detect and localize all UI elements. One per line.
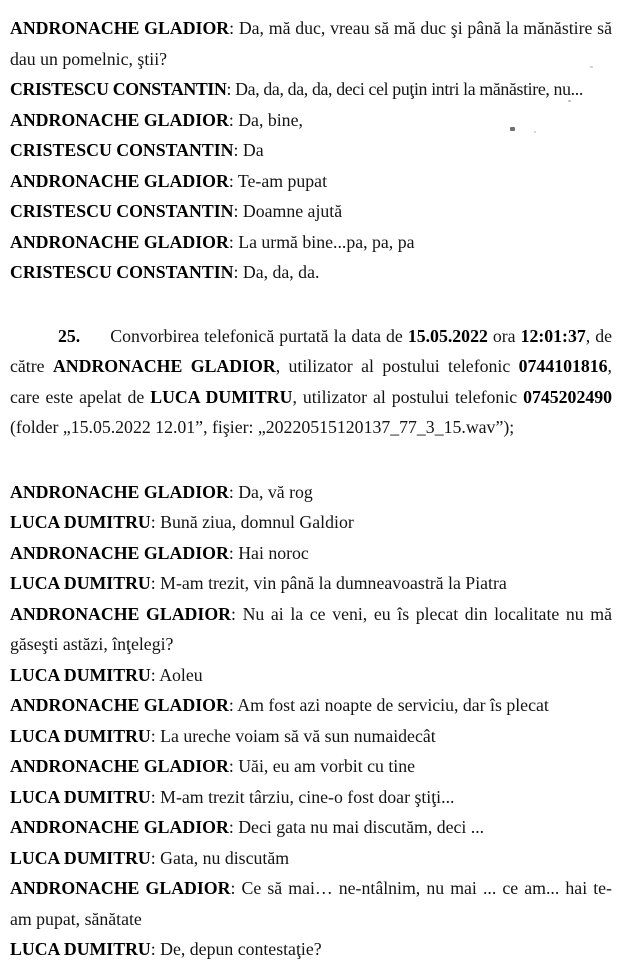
speaker-name: ANDRONACHE GLADIOR <box>10 817 229 837</box>
conversation-1-transcript <box>10 13 612 288</box>
speaker-separator: : <box>233 201 243 221</box>
speaker-separator: : <box>226 79 236 99</box>
recording-file-reference: (folder „15.05.2022 12.01”, fişier: „20220515120137_77_3_15.wav”); <box>10 417 515 437</box>
paragraph-number: 25. <box>58 325 81 346</box>
utterance-text: Am fost azi noapte de serviciu, dar îs plecat <box>237 695 549 715</box>
dialogue-line <box>10 227 612 258</box>
utterance-text: Gata, nu discutăm <box>160 847 290 868</box>
utterance-text: Da, da, da, da, deci cel puţin intri la mănăstire, nu... <box>235 79 583 99</box>
conversation-2-transcript <box>10 477 612 962</box>
speaker-name: ANDRONACHE GLADIOR <box>10 542 229 563</box>
speaker-name: ANDRONACHE GLADIOR <box>10 756 229 776</box>
dialogue-line <box>10 74 612 105</box>
speaker-name: ANDRONACHE GLADIOR <box>10 695 229 715</box>
speaker-name: LUCA DUMITRU <box>10 786 151 807</box>
scan-noise-speck <box>534 131 536 133</box>
speaker-name: ANDRONACHE GLADIOR <box>10 18 230 38</box>
utterance-text: Da <box>242 140 264 160</box>
dialogue-line <box>10 660 612 691</box>
dialogue-line <box>10 507 612 538</box>
dialogue-line <box>10 105 612 136</box>
dialogue-line <box>10 135 612 166</box>
speaker-separator: : <box>233 262 243 282</box>
scan-noise-speck <box>590 66 593 68</box>
utterance-text: Da, da, da. <box>242 262 320 282</box>
dialogue-line <box>10 166 612 197</box>
speaker-separator: : <box>233 140 243 160</box>
scan-noise-speck <box>510 127 515 131</box>
callee-name: LUCA DUMITRU <box>150 386 293 407</box>
speaker-name: LUCA DUMITRU <box>10 725 151 746</box>
paragraph-25-segment: , care este apelat de <box>10 356 612 407</box>
utterance-text: Da, mă duc, vreau să mă duc şi până la mănăstire să dau un pomelnic, ştii? <box>10 18 612 69</box>
utterance-text: La urmă bine...pa, pa, pa <box>238 231 415 252</box>
dialogue-line <box>10 843 612 874</box>
dialogue-line <box>10 196 612 227</box>
speaker-separator: : <box>228 542 239 563</box>
utterance-text: M-am trezit, vin până la dumneavoastră la Piatra <box>160 573 507 593</box>
speaker-name: CRISTESCU CONSTANTIN <box>10 79 227 99</box>
utterance-text: Nu ai la ce veni, eu îs plecat din localitate nu mă găseşti astăzi, înţelegi? <box>10 603 613 654</box>
dialogue-line <box>10 812 612 843</box>
speaker-name: LUCA DUMITRU <box>10 664 151 685</box>
dialogue-line <box>10 690 612 721</box>
paragraph-25-segment: , de către <box>10 325 612 376</box>
dialogue-line <box>10 257 612 288</box>
utterance-text: Doamne ajută <box>242 201 343 221</box>
speaker-name: CRISTESCU CONSTANTIN <box>10 262 234 282</box>
speaker-separator: : <box>228 170 238 191</box>
dialogue-line <box>10 721 612 752</box>
speaker-separator: : <box>229 18 239 38</box>
call-date: 15.05.2022 <box>407 325 488 346</box>
speaker-name: LUCA DUMITRU <box>10 847 151 868</box>
call-time: 12:01:37 <box>520 325 586 346</box>
utterance-text: Bună ziua, domnul Galdior <box>160 512 354 532</box>
callee-phone-number: 0745202490 <box>523 386 612 407</box>
scan-noise-speck <box>568 100 571 102</box>
utterance-text: Ce să mai… ne-ntâlnim, nu mai ... ce am... hai te-am pupat, sănătate <box>10 878 612 929</box>
speaker-separator: : <box>150 847 161 868</box>
speaker-name: ANDRONACHE GLADIOR <box>10 481 229 502</box>
speaker-name: LUCA DUMITRU <box>10 939 151 959</box>
dialogue-line <box>10 599 612 660</box>
speaker-name: LUCA DUMITRU <box>10 512 151 532</box>
dialogue-line <box>10 934 612 962</box>
dialogue-line <box>10 873 612 934</box>
speaker-separator: : <box>230 878 242 898</box>
speaker-name: LUCA DUMITRU <box>10 573 151 593</box>
speaker-separator: : <box>150 939 161 959</box>
speaker-separator: : <box>150 512 161 532</box>
speaker-name: CRISTESCU CONSTANTIN <box>10 140 234 160</box>
speaker-separator: : <box>228 481 239 502</box>
speaker-separator: : <box>228 695 238 715</box>
dialogue-line <box>10 477 612 508</box>
caller-phone-number: 0744101816 <box>518 356 608 376</box>
caller-name: ANDRONACHE GLADIOR <box>52 356 276 376</box>
dialogue-line <box>10 13 612 74</box>
utterance-text: La ureche voiam să vă sun numaidecât <box>160 725 436 746</box>
paragraph-25-segment: Convorbirea telefonică purtată la data de <box>110 325 408 346</box>
utterance-text: Aoleu <box>159 664 203 685</box>
paragraph-25-segment: ora <box>487 325 521 346</box>
speaker-separator: : <box>228 231 239 252</box>
speaker-name: ANDRONACHE GLADIOR <box>10 231 229 252</box>
speaker-separator: : <box>150 664 160 685</box>
utterance-text: Deci gata nu mai discutăm, deci ... <box>238 817 485 837</box>
speaker-separator: : <box>150 573 161 593</box>
utterance-text: M-am trezit târziu, cine-o fost doar ştiţi... <box>160 786 455 807</box>
utterance-text: De, depun contestaţie? <box>160 939 322 959</box>
speaker-separator: : <box>228 109 239 130</box>
dialogue-line <box>10 782 612 813</box>
speaker-name: ANDRONACHE GLADIOR <box>10 603 231 624</box>
speaker-name: CRISTESCU CONSTANTIN <box>10 201 234 221</box>
dialogue-line <box>10 538 612 569</box>
speaker-name: ANDRONACHE GLADIOR <box>10 170 229 191</box>
speaker-separator: : <box>231 603 243 624</box>
speaker-separator: : <box>228 756 239 776</box>
utterance-text: Da, vă rog <box>238 481 313 502</box>
speaker-separator: : <box>150 725 161 746</box>
utterance-text: Uăi, eu am vorbit cu tine <box>238 756 415 776</box>
speaker-separator: : <box>150 786 161 807</box>
dialogue-line <box>10 568 612 599</box>
paragraph-25-segment: , utilizator al postului telefonic <box>275 356 519 376</box>
paragraph-25 <box>10 321 612 443</box>
speaker-separator: : <box>228 817 239 837</box>
utterance-text: Da, bine, <box>238 109 303 130</box>
utterance-text: Te-am pupat <box>237 170 328 191</box>
dialogue-line <box>10 751 612 782</box>
speaker-name: ANDRONACHE GLADIOR <box>10 878 231 898</box>
utterance-text: Hai noroc <box>238 542 309 563</box>
paragraph-25-segment: , utilizator al postului telefonic <box>292 386 524 407</box>
speaker-name: ANDRONACHE GLADIOR <box>10 109 229 130</box>
